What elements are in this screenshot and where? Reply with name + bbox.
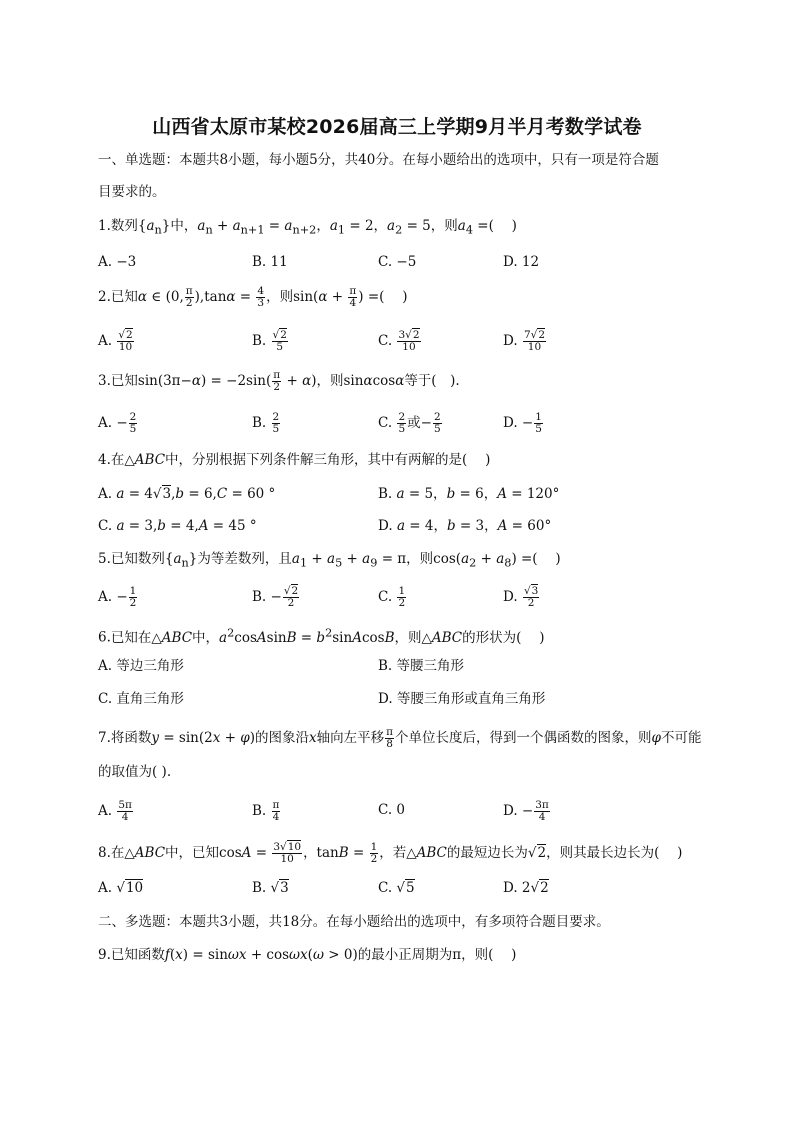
q8-option-a: A. √10 — [98, 880, 144, 896]
q8-option-d: D. 2√2 — [503, 880, 549, 896]
question-5: 5.已知数列$\{a_n\}$为等差数列，且$a_1 + a_5 + a_9 = \pi$，则$\cos(a_2 + a_8)$ =( ) — [98, 551, 561, 570]
question-number: 3. — [98, 373, 111, 389]
q7-option-a: A. $\frac{5\pi}{4}$ — [98, 799, 132, 823]
q5-option-c: C. $\frac{1}{2}$ — [378, 585, 406, 609]
q5-option-b: B. − $\frac{√2}{2}$ — [252, 585, 299, 609]
q7-option-d: D. − $\frac{3\pi}{4}$ — [503, 799, 549, 823]
section2-heading: 二、多选题：本题共3小题，共18分。在每小题给出的选项中，有多项符合题目要求。 — [98, 914, 610, 930]
q2-option-c: C. $\frac{3√2}{10}$ — [378, 329, 420, 353]
question-7: 7.将函数y = sin(2x + φ)的图象沿x轴向左平移 $\frac{\pi}{8}$ 个单位长度后，得到一个偶函数的图象，则φ不可能 — [98, 726, 702, 750]
q5-option-d: D. $\frac{√3}{2}$ — [503, 585, 539, 609]
question-number: 9. — [98, 947, 111, 963]
q8-option-b: B. √3 — [252, 880, 289, 896]
q3-option-b: B. $\frac{2}{5}$ — [252, 411, 280, 435]
q4-option-a: A. a = 4√3,b = 6,C = 60 ° — [98, 486, 276, 502]
q6-option-c: C. 直角三角形 — [98, 691, 184, 707]
q7-option-c: C. 0 — [378, 802, 406, 818]
question-4: 4.在△ABC中，分别根据下列条件解三角形，其中有两解的是( ) — [98, 452, 491, 468]
q1-option-b: B. 11 — [252, 254, 288, 270]
question-8: 8.在△ABC中，已知cosA = $\frac{3√10}{10}$ ，tanB = $\frac{1}{2}$ ，若△ABC的最短边长为√2，则其最长边长为( ) — [98, 841, 683, 865]
q4-option-d: D. a = 4，b = 3，A = 60° — [378, 518, 552, 534]
q6-option-b: B. 等腰三角形 — [378, 658, 465, 674]
question-number: 4. — [98, 452, 111, 468]
q1-option-c: C. −5 — [378, 254, 417, 270]
q5-option-a: A. − $\frac{1}{2}$ — [98, 585, 137, 609]
question-7-cont: 的取值为( ). — [98, 764, 172, 780]
q8-option-c: C. √5 — [378, 880, 415, 896]
question-number: 5. — [98, 551, 111, 567]
q3-option-d: D. − $\frac{1}{5}$ — [503, 411, 542, 435]
section1-heading: 一、单选题：本题共8小题，每小题5分，共40分。在每小题给出的选项中，只有一项是符合题 — [98, 152, 659, 168]
q6-option-a: A. 等边三角形 — [98, 658, 184, 674]
q6-option-d: D. 等腰三角形或直角三角形 — [378, 691, 546, 707]
q3-option-a: A. − $\frac{2}{5}$ — [98, 411, 137, 435]
question-number: 2. — [98, 289, 111, 305]
question-number: 6. — [98, 629, 111, 646]
q2-option-b: B. $\frac{√2}{5}$ — [252, 329, 287, 353]
q1-option-d: D. 12 — [503, 254, 540, 270]
q4-option-c: C. a = 3,b = 4,A = 45 ° — [98, 518, 257, 534]
question-number: 1. — [98, 218, 111, 234]
q1-option-a: A. −3 — [98, 254, 137, 270]
question-1 — [98, 216, 517, 241]
question-stem: 数列$\{a_n\}$中，$a_n + a_{n+1} = a_{n+2}$，$a_1 = 2$，$a_2 = 5$，则$a_4$ =( ) — [110, 218, 517, 237]
question-number: 7. — [98, 730, 111, 746]
q4-option-b: B. a = 5，b = 6，A = 120° — [378, 486, 560, 502]
q2-option-d: D. $\frac{7√2}{10}$ — [503, 329, 545, 353]
q3-option-c: C. $\frac{2}{5}$ 或− $\frac{2}{5}$ — [378, 411, 441, 435]
q2-option-a: A. $\frac{√2}{10}$ — [98, 329, 133, 353]
question-6: 6.已知在△ABC中，$a^2cosAsinB$ = $b^2sinAcosB$，则△ABC的形状为( ) — [98, 626, 545, 646]
page-title: 山西省太原市某校2026届高三上学期9月半月考数学试卷 — [152, 116, 642, 138]
section1-heading-cont: 目要求的。 — [98, 184, 166, 200]
question-2: 2.已知α ∈ (0, $\frac{\pi}{2}$ ),tanα = $\frac{4}{3}$ ，则sin(α + $\frac{\pi}{4}$ ) =( ) — [98, 285, 408, 309]
question-9: 9.已知函数f(x) = sinωx + cosωx(ω > 0)的最小正周期为π，则( ) — [98, 947, 517, 963]
question-3: 3.已知sin(3π−α) = −2sin( $\frac{\pi}{2}$ + α)，则sinαcosα等于( ). — [98, 369, 460, 393]
q7-option-b: B. $\frac{\pi}{4}$ — [252, 799, 280, 823]
question-number: 8. — [98, 845, 111, 861]
